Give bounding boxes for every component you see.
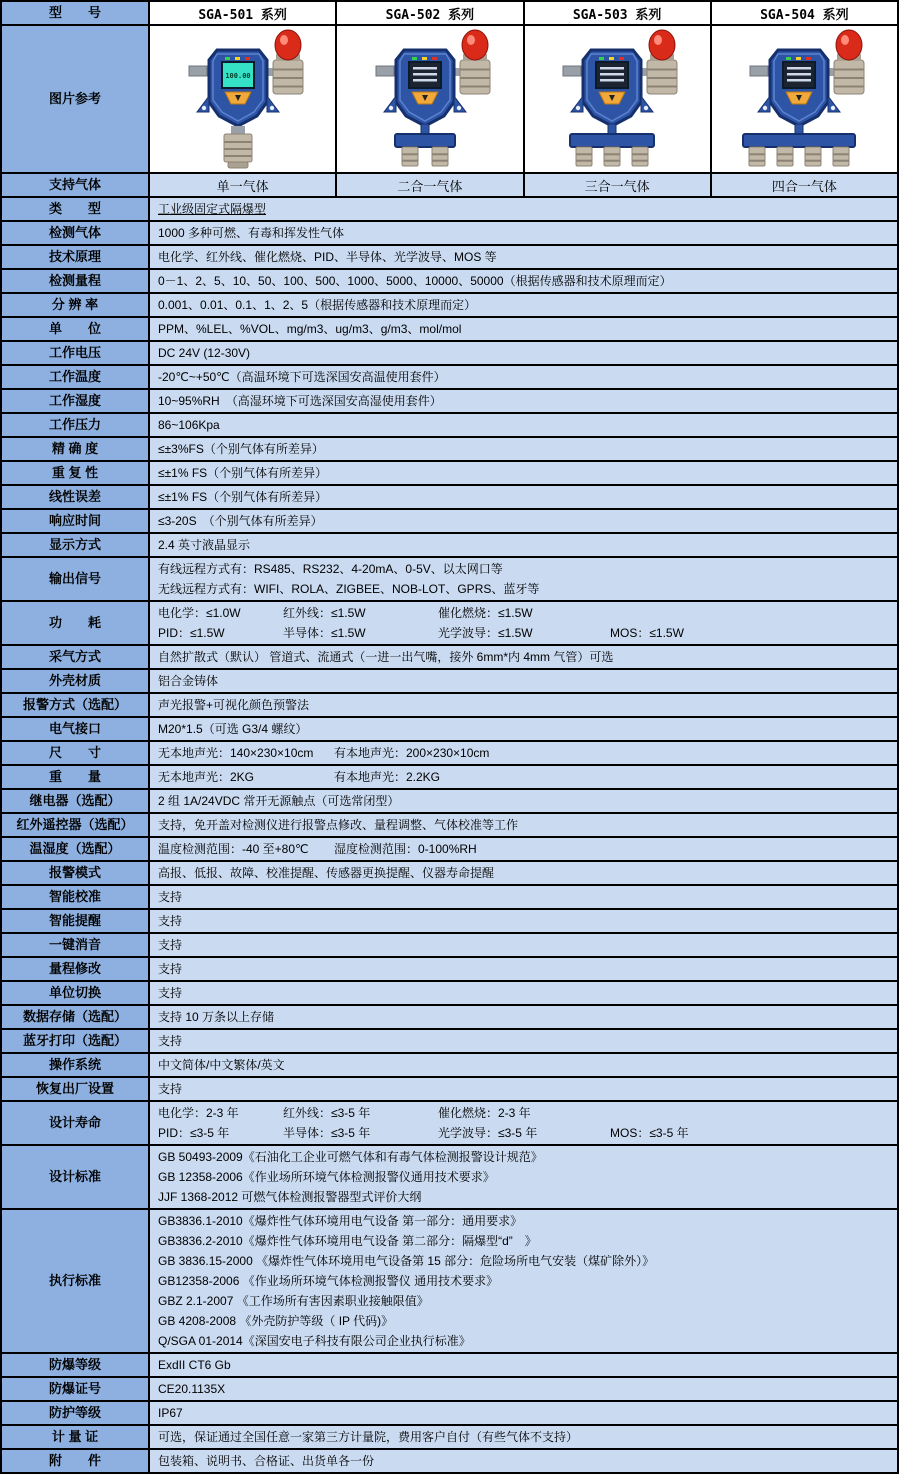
spec-row-label: 执行标准 <box>2 1210 150 1352</box>
spec-value-line <box>158 911 897 931</box>
spec-row-value <box>150 366 897 388</box>
spec-value-line <box>158 1123 897 1143</box>
spec-row <box>2 366 897 390</box>
spec-value-segment: PPM、%LEL、%VOL、mg/m3、ug/m3、g/m3、mol/mol <box>158 322 462 336</box>
spec-value-line <box>158 1451 897 1471</box>
spec-value-line <box>158 839 897 859</box>
spec-row-label: 重 复 性 <box>2 462 150 484</box>
spec-value-line <box>158 695 897 715</box>
spec-row-label: 采气方式 <box>2 646 150 668</box>
image-row-label: 图片参考 <box>2 26 150 172</box>
spec-value-line <box>158 983 897 1003</box>
spec-row <box>2 1146 897 1210</box>
spec-row-value <box>150 1426 897 1448</box>
spec-row-label: 响应时间 <box>2 510 150 532</box>
spec-value-line <box>158 271 897 291</box>
spec-value-segment: 支持 <box>158 986 183 1000</box>
spec-value-line <box>158 935 897 955</box>
spec-value-segment: 可选，保证通过全国任意一家第三方计量院，费用客户自付（有些气体不支持） <box>158 1430 579 1444</box>
gas-type-single: 单一气体 <box>150 174 337 196</box>
spec-value-line <box>158 603 897 623</box>
spec-row-value <box>150 1006 897 1028</box>
spec-value-segment: 支持 <box>158 1082 183 1096</box>
spec-value-segment: 光学波导：≤1.5W <box>438 626 533 640</box>
spec-row <box>2 534 897 558</box>
spec-value-line <box>158 223 897 243</box>
spec-value-segment: 中文简体/中文繁体/英文 <box>158 1058 285 1072</box>
spec-value-line <box>158 743 897 763</box>
spec-rows-container <box>2 198 897 1472</box>
spec-row <box>2 342 897 366</box>
spec-row-label: 电气接口 <box>2 718 150 740</box>
spec-row <box>2 982 897 1006</box>
spec-value-line <box>158 1147 897 1167</box>
spec-value-line <box>158 887 897 907</box>
spec-value-segment: 红外线：≤1.5W <box>283 606 366 620</box>
spec-value-line <box>158 1379 897 1399</box>
spec-value-segment: 支持 <box>158 1034 183 1048</box>
spec-value-segment: GB 3836.15-2000 《爆炸性气体环境用电气设备第 15 部分：危险场所电气安装（煤矿除外）》 <box>158 1254 655 1268</box>
spec-value-segment: -20℃~+50℃（高温环境下可选深国安高温使用套件） <box>158 370 446 384</box>
spec-row-label: 报警模式 <box>2 862 150 884</box>
spec-value-line <box>158 815 897 835</box>
model-header-sga504: SGA-504 系列 <box>712 2 897 24</box>
spec-row <box>2 438 897 462</box>
spec-row-value <box>150 790 897 812</box>
spec-row-label: 温湿度（选配） <box>2 838 150 860</box>
spec-value-line <box>158 1231 897 1251</box>
spec-value-segment: M20*1.5（可选 G3/4 螺纹） <box>158 722 308 736</box>
spec-row-value <box>150 886 897 908</box>
spec-row-label: 附 件 <box>2 1450 150 1472</box>
spec-value-segment: 湿度检测范围：0-100%RH <box>334 842 477 856</box>
spec-value-line <box>158 623 897 643</box>
spec-value-segment: GB 50493-2009《石油化工企业可燃气体和有毒气体检测报警设计规范》 <box>158 1150 543 1164</box>
spec-row-value <box>150 958 897 980</box>
spec-row <box>2 602 897 646</box>
spec-row <box>2 1426 897 1450</box>
spec-value-segment: MOS：≤3-5 年 <box>610 1126 689 1140</box>
spec-value-segment: 支持，免开盖对检测仪进行报警点修改、量程调整、气体校准等工作 <box>158 818 519 832</box>
spec-row-value <box>150 198 897 220</box>
spec-row <box>2 958 897 982</box>
spec-row-value <box>150 438 897 460</box>
spec-row-label: 智能提醒 <box>2 910 150 932</box>
spec-row <box>2 1078 897 1102</box>
spec-row <box>2 1450 897 1472</box>
spec-value-line <box>158 1211 897 1231</box>
spec-value-line <box>158 1251 897 1271</box>
spec-value-segment: PID：≤1.5W <box>158 626 225 640</box>
spec-row <box>2 414 897 438</box>
spec-row-label: 尺 寸 <box>2 742 150 764</box>
spec-row <box>2 694 897 718</box>
spec-row-value <box>150 1030 897 1052</box>
spec-value-line <box>158 1271 897 1291</box>
spec-row-label: 防爆证号 <box>2 1378 150 1400</box>
spec-value-line <box>158 511 897 531</box>
spec-row <box>2 222 897 246</box>
spec-row-value <box>150 414 897 436</box>
spec-value-line <box>158 863 897 883</box>
spec-row <box>2 1402 897 1426</box>
spec-value-segment: 高报、低报、故障、校准提醒、传感器更换提醒、仪器寿命提醒 <box>158 866 495 880</box>
spec-row <box>2 198 897 222</box>
spec-value-line <box>158 1103 897 1123</box>
spec-row-value <box>150 934 897 956</box>
spec-value-line <box>158 415 897 435</box>
spec-value-segment: 无本地声光：2KG <box>158 770 255 784</box>
spec-row <box>2 270 897 294</box>
spec-row-label: 显示方式 <box>2 534 150 556</box>
spec-value-line <box>158 463 897 483</box>
spec-row-label: 重 量 <box>2 766 150 788</box>
spec-value-segment: 有本地声光：2.2KG <box>334 770 441 784</box>
spec-row-label: 检测量程 <box>2 270 150 292</box>
spec-value-segment: GB 4208-2008 《外壳防护等级（ IP 代码)》 <box>158 1314 394 1328</box>
spec-value-segment: 无本地声光：140×230×10cm <box>158 746 314 760</box>
spec-row-value <box>150 602 897 644</box>
spec-value-segment: 温度检测范围：-40 至+80℃ <box>158 842 309 856</box>
spec-value-line <box>158 1403 897 1423</box>
spec-value-segment: 红外线：≤3-5 年 <box>283 1106 371 1120</box>
spec-value-line <box>158 1311 897 1331</box>
spec-row-label: 量程修改 <box>2 958 150 980</box>
gas-type-2in1: 二合一气体 <box>337 174 524 196</box>
spec-row-value <box>150 1402 897 1424</box>
gas-type-3in1: 三合一气体 <box>525 174 712 196</box>
spec-row-label: 蓝牙打印（选配） <box>2 1030 150 1052</box>
spec-value-segment: GB3836.2-2010《爆炸性气体环境用电气设备 第二部分：隔爆型“d” 》 <box>158 1234 537 1248</box>
spec-row-label: 单 位 <box>2 318 150 340</box>
spec-row-label: 一键消音 <box>2 934 150 956</box>
model-header-label: 型 号 <box>2 2 150 24</box>
spec-row-value <box>150 838 897 860</box>
spec-value-segment: 支持 10 万条以上存储 <box>158 1010 275 1024</box>
spec-value-line <box>158 647 897 667</box>
spec-value-segment: ≤3-20S （个别气体有所差异） <box>158 514 323 528</box>
svg-text:100.00: 100.00 <box>224 72 251 80</box>
spec-value-segment: GB12358-2006 《作业场所环境气体检测报警仪 通用技术要求》 <box>158 1274 499 1288</box>
spec-value-line <box>158 959 897 979</box>
spec-value-line <box>158 487 897 507</box>
spec-value-segment: ExdII CT6 Gb <box>158 1358 231 1372</box>
spec-row-value <box>150 670 897 692</box>
model-header-row <box>2 2 897 26</box>
spec-value-segment: MOS：≤1.5W <box>610 626 684 640</box>
spec-value-line <box>158 791 897 811</box>
spec-value-segment: 工业级固定式隔爆型 <box>158 202 267 216</box>
spec-row-value <box>150 390 897 412</box>
spec-row-value <box>150 222 897 244</box>
model-header-sga501: SGA-501 系列 <box>150 2 337 24</box>
spec-value-segment: 有线远程方式有：RS485、RS232、4-20mA、0-5V、以太网口等 <box>158 562 503 576</box>
spec-value-segment: CE20.1135X <box>158 1382 226 1396</box>
spec-row-label: 设计标准 <box>2 1146 150 1208</box>
spec-row <box>2 742 897 766</box>
spec-row-label: 数据存储（选配） <box>2 1006 150 1028</box>
gas-type-row <box>2 174 897 198</box>
spec-value-segment: 0.001、0.01、0.1、1、2、5（根据传感器和技术原理而定） <box>158 298 477 312</box>
spec-row-value <box>150 694 897 716</box>
spec-row-label: 工作温度 <box>2 366 150 388</box>
spec-value-segment: ≤±1% FS（个别气体有所差异） <box>158 490 328 504</box>
spec-row <box>2 1378 897 1402</box>
spec-row-label: 智能校准 <box>2 886 150 908</box>
spec-row <box>2 646 897 670</box>
spec-row-value <box>150 486 897 508</box>
spec-row-value <box>150 718 897 740</box>
spec-value-segment: GBZ 2.1-2007 《工作场所有害因素职业接触限值》 <box>158 1294 429 1308</box>
spec-value-segment: 支持 <box>158 962 183 976</box>
spec-value-line <box>158 319 897 339</box>
spec-row-value <box>150 1354 897 1376</box>
spec-value-line <box>158 295 897 315</box>
spec-row-label: 工作湿度 <box>2 390 150 412</box>
spec-value-line <box>158 247 897 267</box>
spec-row-value <box>150 270 897 292</box>
spec-row-value <box>150 246 897 268</box>
spec-value-segment: 有本地声光：200×230×10cm <box>334 746 490 760</box>
spec-row-label: 技术原理 <box>2 246 150 268</box>
spec-value-segment: GB3836.1-2010《爆炸性气体环境用电气设备 第一部分：通用要求》 <box>158 1214 523 1228</box>
spec-value-line <box>158 367 897 387</box>
spec-value-line <box>158 1167 897 1187</box>
spec-row-value <box>150 982 897 1004</box>
spec-value-segment: GB 12358-2006《作业场所环境气体检测报警仪通用技术要求》 <box>158 1170 495 1184</box>
spec-row-value <box>150 742 897 764</box>
device-image-sga502 <box>337 28 522 170</box>
spec-value-line <box>158 391 897 411</box>
spec-value-segment: 半导体：≤1.5W <box>283 626 366 640</box>
spec-value-line <box>158 1427 897 1447</box>
spec-row <box>2 838 897 862</box>
spec-value-segment: 电化学：2-3 年 <box>158 1106 239 1120</box>
spec-row-label: 报警方式（选配） <box>2 694 150 716</box>
spec-row <box>2 294 897 318</box>
spec-row-value <box>150 294 897 316</box>
spec-row-value <box>150 766 897 788</box>
spec-value-segment: 半导体：≤3-5 年 <box>283 1126 371 1140</box>
spec-value-line <box>158 199 897 219</box>
spec-value-segment: 自然扩散式（默认） 管道式、流通式（一进一出气嘴，接外 6mm*内 4mm 气管）可选 <box>158 650 614 664</box>
spec-value-segment: 光学波导：≤3-5 年 <box>438 1126 538 1140</box>
spec-value-segment: 支持 <box>158 890 183 904</box>
spec-row-label: 计 量 证 <box>2 1426 150 1448</box>
spec-value-line <box>158 559 897 579</box>
spec-row-value <box>150 558 897 600</box>
spec-value-line <box>158 1055 897 1075</box>
device-image-sga504 <box>712 28 897 170</box>
spec-row-label: 外壳材质 <box>2 670 150 692</box>
spec-value-segment: PID：≤3-5 年 <box>158 1126 230 1140</box>
spec-value-segment: 电化学、红外线、催化燃烧、PID、半导体、光学波导、MOS 等 <box>158 250 497 264</box>
spec-row-value <box>150 462 897 484</box>
spec-row-value <box>150 1054 897 1076</box>
spec-value-line <box>158 579 897 599</box>
spec-row-value <box>150 1210 897 1352</box>
spec-value-segment: Q/SGA 01-2014《深国安电子科技有限公司企业执行标准》 <box>158 1334 471 1348</box>
spec-value-segment: 催化燃烧：2-3 年 <box>438 1106 531 1120</box>
spec-value-line <box>158 1007 897 1027</box>
spec-value-line <box>158 1031 897 1051</box>
spec-row <box>2 814 897 838</box>
spec-row-label: 工作电压 <box>2 342 150 364</box>
spec-value-segment: 2 组 1A/24VDC 常开无源触点（可选常闭型） <box>158 794 400 808</box>
spec-row <box>2 766 897 790</box>
spec-row-label: 恢复出厂设置 <box>2 1078 150 1100</box>
model-header-sga503: SGA-503 系列 <box>525 2 712 24</box>
spec-row-label: 红外遥控器（选配） <box>2 814 150 836</box>
spec-value-segment: 支持 <box>158 914 183 928</box>
spec-row-value <box>150 534 897 556</box>
spec-row <box>2 1054 897 1078</box>
spec-row-value <box>150 318 897 340</box>
spec-row <box>2 1102 897 1146</box>
spec-row-label: 设计寿命 <box>2 1102 150 1144</box>
spec-value-segment: 10~95%RH （高湿环境下可选深国安高湿使用套件） <box>158 394 442 408</box>
spec-value-segment: DC 24V (12-30V) <box>158 346 251 360</box>
spec-value-line <box>158 1079 897 1099</box>
spec-value-segment: ≤±3%FS（个别气体有所差异） <box>158 442 324 456</box>
spec-value-segment: 86~106Kpa <box>158 418 220 432</box>
spec-row <box>2 246 897 270</box>
spec-row-value <box>150 1378 897 1400</box>
spec-row-value <box>150 342 897 364</box>
spec-value-segment: 铝合金铸体 <box>158 674 219 688</box>
spec-value-line <box>158 343 897 363</box>
model-header-sga502: SGA-502 系列 <box>337 2 524 24</box>
spec-value-line <box>158 1331 897 1351</box>
spec-row-label: 精 确 度 <box>2 438 150 460</box>
spec-row <box>2 790 897 814</box>
spec-row-label: 防护等级 <box>2 1402 150 1424</box>
spec-value-segment: 电化学：≤1.0W <box>158 606 241 620</box>
spec-row-value <box>150 1450 897 1472</box>
spec-row <box>2 886 897 910</box>
spec-value-segment: 1000 多种可燃、有毒和挥发性气体 <box>158 226 345 240</box>
spec-row-value <box>150 814 897 836</box>
spec-value-segment: 包装箱、说明书、合格证、出货单各一份 <box>158 1454 375 1468</box>
image-reference-row <box>2 26 897 174</box>
spec-row <box>2 910 897 934</box>
spec-row-label: 操作系统 <box>2 1054 150 1076</box>
spec-row <box>2 510 897 534</box>
spec-value-segment: JJF 1368-2012 可燃气体检测报警器型式评价大纲 <box>158 1190 422 1204</box>
spec-value-line <box>158 671 897 691</box>
spec-row-label: 分 辨 率 <box>2 294 150 316</box>
spec-value-line <box>158 1355 897 1375</box>
spec-row <box>2 558 897 602</box>
spec-value-segment: 声光报警+可视化颜色预警法 <box>158 698 310 712</box>
spec-row <box>2 1030 897 1054</box>
spec-row-label: 输出信号 <box>2 558 150 600</box>
spec-row <box>2 1354 897 1378</box>
spec-row <box>2 1210 897 1354</box>
spec-row-value <box>150 910 897 932</box>
spec-row <box>2 862 897 886</box>
spec-value-line <box>158 535 897 555</box>
spec-value-segment: 2.4 英寸液晶显示 <box>158 538 251 552</box>
device-image-sga501 <box>150 28 335 170</box>
spec-value-line <box>158 439 897 459</box>
spec-row-label: 工作压力 <box>2 414 150 436</box>
spec-row-value <box>150 510 897 532</box>
spec-value-line <box>158 767 897 787</box>
spec-row-label: 类 型 <box>2 198 150 220</box>
gas-row-label: 支持气体 <box>2 174 150 196</box>
spec-row-label: 单位切换 <box>2 982 150 1004</box>
spec-row <box>2 670 897 694</box>
spec-row-value <box>150 646 897 668</box>
spec-row-label: 检测气体 <box>2 222 150 244</box>
spec-row-label: 线性误差 <box>2 486 150 508</box>
spec-row <box>2 462 897 486</box>
spec-row-value <box>150 1102 897 1144</box>
spec-value-line <box>158 1187 897 1207</box>
spec-row-label: 继电器（选配） <box>2 790 150 812</box>
spec-row <box>2 718 897 742</box>
spec-row <box>2 1006 897 1030</box>
spec-row-label: 功 耗 <box>2 602 150 644</box>
spec-row-label: 防爆等级 <box>2 1354 150 1376</box>
spec-value-segment: 0－1、2、5、10、50、100、500、1000、5000、10000、50000（根据传感器和技术原理而定） <box>158 274 672 288</box>
spec-value-segment: ≤±1% FS（个别气体有所差异） <box>158 466 328 480</box>
spec-row <box>2 486 897 510</box>
spec-value-line <box>158 719 897 739</box>
gas-type-4in1: 四合一气体 <box>712 174 897 196</box>
spec-row <box>2 318 897 342</box>
spec-value-segment: 支持 <box>158 938 183 952</box>
spec-row <box>2 390 897 414</box>
device-image-sga503 <box>525 28 710 170</box>
spec-value-segment: IP67 <box>158 1406 183 1420</box>
spec-value-segment: 无线远程方式有：WIFI、ROLA、ZIGBEE、NOB-LOT、GPRS、蓝牙等 <box>158 582 540 596</box>
spec-row-value <box>150 1078 897 1100</box>
spec-value-segment: 催化燃烧：≤1.5W <box>438 606 533 620</box>
spec-row-value <box>150 862 897 884</box>
spec-value-line <box>158 1291 897 1311</box>
spec-row <box>2 934 897 958</box>
spec-row-value <box>150 1146 897 1208</box>
